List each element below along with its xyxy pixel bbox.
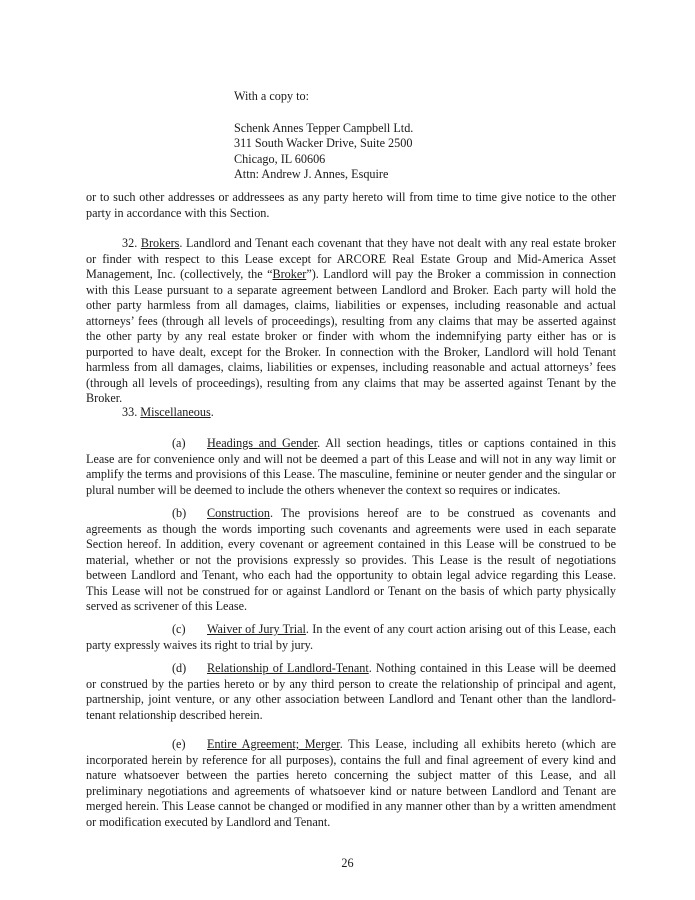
copy-address-line: Attn: Andrew J. Annes, Esquire xyxy=(234,167,389,181)
subsection-letter: (b) xyxy=(172,506,187,520)
section-33-heading: 33. Miscellaneous. xyxy=(122,405,214,419)
copy-to-block xyxy=(234,89,413,183)
defined-term-broker: Broker xyxy=(272,267,307,281)
subsection-c: (c) Waiver of Jury Trial. In the event of any court action arising out of this Lease, each party expressly waives its right to trial by jury. xyxy=(86,622,616,652)
subsection-letter: (c) xyxy=(172,622,186,636)
section-heading: Miscellaneous xyxy=(140,405,211,419)
notice-tail-paragraph: or to such other addresses or addressees as any party hereto will from time to time give notice to the other party in accordance with this Section. xyxy=(86,190,616,220)
section-32-brokers: 32. Brokers. Landlord and Tenant each covenant that they have not dealt with any real estate broker or finder with respect to this Lease except for ARCORE Real Estate Group and Mid-America Asset Management, Inc. (collectively, the “Broker”). Landlord will pay the Broker a commission in connection with this Lease pursuant to a separate agreement between Landlord and Broker. Each party will hold the other party harmless from all damages, claims, liabilities or expenses, including reasonable and actual attorneys’ fees (through all levels of proceedings), resulting from any claims that may be asserted against the other party by any real estate broker or finder with whom the indemnifying party either has or is purported to have dealt, except for the Broker. In connection with the Broker, Landlord will hold Tenant harmless from all damages, claims, liabilities or expenses, including reasonable and actual attorneys’ fees (through all levels of proceedings), resulting from any claims that may be asserted against Tenant by the Broker. xyxy=(86,236,616,405)
subsection-heading: Entire Agreement; Merger xyxy=(207,737,340,751)
subsection-d: (d) Relationship of Landlord-Tenant. Nothing contained in this Lease will be deemed or construed by the parties hereto or by any third person to create the relationship of principal and agent, partnership, joint venture, or any other association between Landlord and Tenant other than the landlord-tenant relationship described herein. xyxy=(86,661,617,722)
copy-address-line: 311 South Wacker Drive, Suite 2500 xyxy=(234,136,413,150)
section-heading: Brokers xyxy=(140,236,180,250)
subsection-heading: Construction xyxy=(207,506,270,520)
subsection-heading: Relationship of Landlord-Tenant xyxy=(207,661,369,675)
copy-address-line: Chicago, IL 60606 xyxy=(234,151,326,166)
subsection-letter: (d) xyxy=(172,661,187,675)
page-number: 26 xyxy=(341,856,354,870)
subsection-heading: Waiver of Jury Trial xyxy=(207,622,306,636)
copy-address-line: Schenk Annes Tepper Campbell Ltd. xyxy=(234,120,414,135)
section-number: 33. xyxy=(122,405,138,419)
subsection-letter: (e) xyxy=(172,737,186,751)
subsection-a: (a) Headings and Gender. All section headings, titles or captions contained in this Lease are for convenience only and will not be deemed a part of this Lease and will not in any way limit or amplify the terms and provisions of this Lease. The masculine, feminine or neuter gender and the singular or plural number will be deemed to include the others whenever the context so requires or indicates. xyxy=(86,436,616,497)
subsection-letter: (a) xyxy=(172,436,186,450)
copy-to-intro: With a copy to: xyxy=(234,89,309,103)
subsection-e: (e) Entire Agreement; Merger. This Lease, including all exhibits hereto (which are incorporated herein by reference for all purposes), contains the full and final agreement of every kind and nature whatsoever between the parties hereto concerning the subject matter of this Lease, and all preliminary negotiations and agreements of whatsoever kind or nature between Landlord and Tenant are merged herein. This Lease cannot be changed or modified in any manner other than by a written amendment or modification executed by Landlord and Tenant. xyxy=(86,737,617,829)
subsection-b: (b) Construction. The provisions hereof are to be construed as covenants and agreements as though the words importing such covenants and agreements were used in each separate Section hereof. In addition, every covenant or agreement contained in this Lease will be construed to be material, whether or not the provisions expressly so provides. This Lease is the result of negotiations between Landlord and Tenant, who each had the opportunity to obtain legal advice regarding this Lease. This Lease will not be construed for or against Landlord or Tenant on the basis of which party physically served as scrivener of this Lease. xyxy=(86,506,616,613)
section-number: 32. xyxy=(122,236,138,250)
subsection-heading: Headings and Gender xyxy=(207,436,318,450)
